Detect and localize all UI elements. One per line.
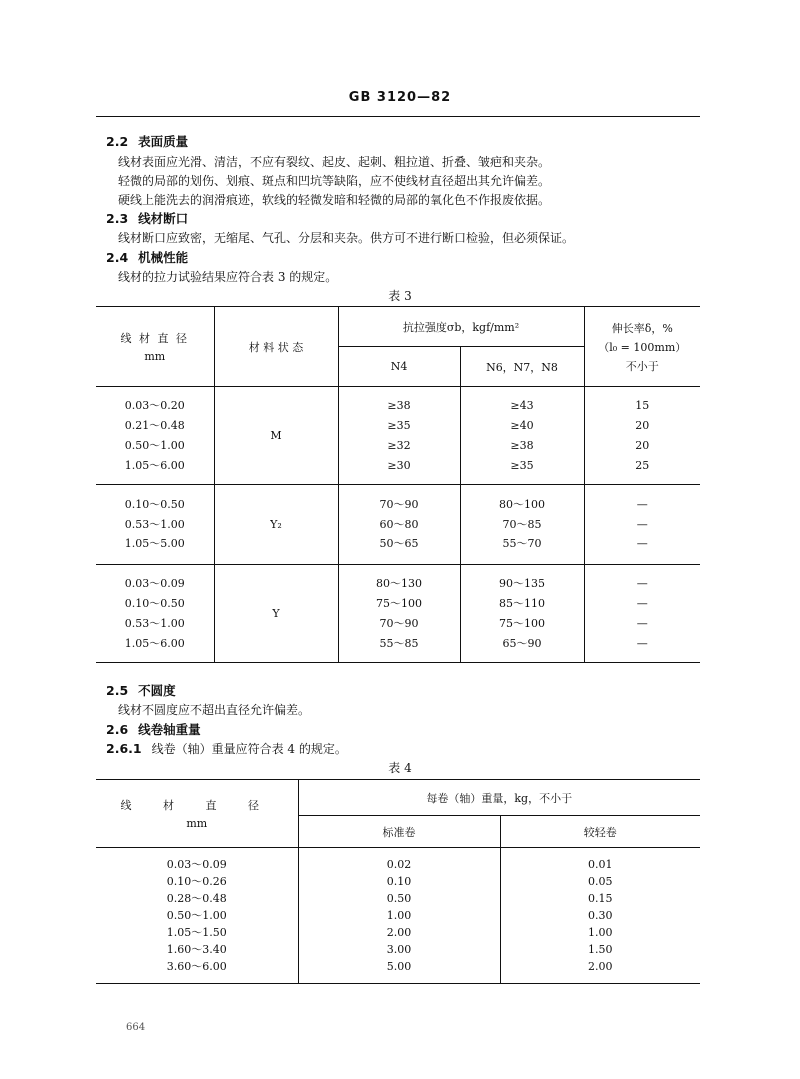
cell-value: ≥35	[387, 418, 411, 432]
cell-value: 0.05	[588, 875, 613, 888]
cell-value: ≥38	[387, 398, 411, 412]
paragraph-line: 硬线上能洗去的润滑痕迹，软线的轻微发暗和轻微的局部的氧化色不作报废依据。	[118, 193, 551, 207]
cell-value: 5.00	[386, 960, 412, 973]
state-cell: Y₂	[214, 485, 338, 565]
section-number: 2.6.1	[106, 741, 142, 756]
cell-value: 85～110	[499, 596, 545, 610]
elongation-cell	[584, 485, 700, 565]
header-unit: mm	[144, 350, 166, 363]
section-number: 2.2	[106, 134, 129, 149]
cell-value: 0.10～0.50	[124, 596, 185, 610]
paragraph-line: 线材的拉力试验结果应符合表 3 的规定。	[118, 270, 338, 284]
cell-value: 0.50～1.00	[166, 909, 227, 922]
cell-value: ≥38	[510, 438, 534, 452]
cell-value: 0.03～0.20	[124, 398, 185, 412]
cell-value: —	[636, 616, 648, 630]
cell-value: 0.10	[386, 875, 412, 888]
n4-cell	[338, 387, 460, 485]
table4-header-light: 较轻卷	[500, 816, 700, 848]
cell-value: 0.53～1.00	[124, 517, 185, 531]
cell-value: 0.21～0.48	[124, 418, 185, 432]
n4-cell	[338, 485, 460, 565]
cell-value: 0.15	[588, 892, 613, 905]
paragraph-line: 轻微的局部的划伤、划痕、斑点和凹坑等缺陷，应不使线材直径超出其允许偏差。	[118, 174, 551, 188]
cell-value: 25	[635, 458, 650, 472]
paragraph-line: 线材断口应致密，无缩尾、气孔、分层和夹杂。供方可不进行断口检验，但必须保证。	[118, 231, 575, 245]
table4-header-standard: 标准卷	[298, 816, 500, 848]
table3-header-elongation	[584, 307, 700, 387]
cell-value: 80～100	[499, 498, 545, 512]
cell-value: 1.05～6.00	[124, 458, 185, 472]
standard-cell	[298, 848, 500, 984]
table4-header-diameter	[96, 780, 298, 848]
header-text: 伸长率δ，%	[611, 321, 673, 335]
cell-value: 0.28～0.48	[166, 892, 227, 905]
table-row-group	[96, 485, 700, 565]
cell-value: 90～135	[499, 576, 545, 590]
header-text: 线 材 直 径	[120, 332, 189, 345]
cell-value: 1.00	[386, 909, 412, 922]
cell-value: 50～65	[379, 537, 419, 551]
cell-value: —	[636, 517, 648, 531]
cell-value: 55～70	[502, 537, 542, 551]
header-text: 线 材 直 径	[120, 799, 273, 812]
page-number: 664	[126, 1022, 146, 1033]
section-title: 不圆度	[138, 683, 176, 698]
header-text: 不小于	[625, 359, 659, 373]
table-row-group	[96, 848, 700, 984]
cell-value: 0.01	[588, 858, 613, 871]
n678-cell	[460, 387, 584, 485]
cell-value: 75～100	[376, 596, 422, 610]
table-3	[96, 306, 700, 663]
section-2-3-heading	[106, 209, 188, 227]
paragraph-text: 线卷（轴）重量应符合表 4 的规定。	[151, 742, 347, 756]
section-title: 表面质量	[138, 134, 189, 149]
cell-value: 2.00	[386, 926, 412, 939]
cell-value: 0.03～0.09	[166, 858, 227, 871]
section-2-2-heading	[106, 132, 188, 150]
cell-value: 3.00	[386, 943, 412, 956]
cell-value: 2.00	[588, 960, 613, 973]
cell-value: 80～130	[376, 576, 422, 590]
section-number: 2.6	[106, 722, 129, 737]
cell-value: 0.53～1.00	[124, 616, 185, 630]
table-row-group	[96, 387, 700, 485]
standard-code-header: GB 3120—82	[348, 90, 452, 105]
table-row-group	[96, 565, 700, 663]
section-number: 2.5	[106, 683, 129, 698]
cell-value: 3.60～6.00	[166, 960, 227, 973]
table3-header-n678: N6，N7，N8	[460, 347, 584, 387]
diameter-cell	[96, 485, 214, 565]
cell-value: 0.30	[588, 909, 613, 922]
cell-value: —	[636, 636, 648, 650]
cell-value: —	[636, 576, 648, 590]
section-title: 线材断口	[138, 211, 189, 226]
cell-value: 0.50～1.00	[124, 438, 185, 452]
section-2-6-1	[106, 740, 347, 757]
header-unit: mm	[186, 817, 208, 830]
cell-value: ≥35	[510, 458, 534, 472]
cell-value: 1.05～5.00	[124, 537, 185, 551]
table4-caption: 表 4	[388, 761, 412, 775]
cell-value: 75～100	[499, 616, 545, 630]
cell-value: 1.50	[588, 943, 613, 956]
cell-value: 0.50	[386, 892, 412, 905]
cell-value: 70～85	[502, 517, 542, 531]
table-4	[96, 779, 700, 984]
section-title: 机械性能	[138, 250, 189, 265]
light-cell	[500, 848, 700, 984]
cell-value: 15	[635, 398, 650, 412]
state-cell: Y	[214, 565, 338, 663]
diameter-cell	[96, 387, 214, 485]
cell-value: 1.60～3.40	[166, 943, 227, 956]
cell-value: —	[636, 537, 648, 551]
cell-value: —	[636, 596, 648, 610]
table3-caption: 表 3	[388, 289, 412, 303]
cell-value: 1.05～6.00	[124, 636, 185, 650]
cell-value: ≥32	[387, 438, 411, 452]
elongation-cell	[584, 565, 700, 663]
paragraph-line: 线材不圆度应不超出直径允许偏差。	[118, 703, 311, 717]
section-2-5-heading	[106, 681, 176, 699]
table3-header-state: 材 料 状 态	[214, 307, 338, 387]
cell-value: 0.10～0.50	[124, 498, 185, 512]
cell-value: 70～90	[379, 616, 419, 630]
cell-value: 70～90	[379, 498, 419, 512]
header-text: （l₀ = 100mm）	[598, 340, 687, 354]
cell-value: 20	[635, 438, 650, 452]
cell-value: 55～85	[379, 636, 419, 650]
cell-value: —	[636, 498, 648, 512]
cell-value: 1.00	[588, 926, 613, 939]
section-2-6-heading	[106, 720, 201, 738]
diameter-cell	[96, 565, 214, 663]
table3-header-tensile: 抗拉强度σb，kgf/mm²	[338, 307, 584, 347]
cell-value: 0.02	[386, 858, 412, 871]
elongation-cell	[584, 387, 700, 485]
section-number: 2.3	[106, 211, 129, 226]
n678-cell	[460, 485, 584, 565]
state-cell: M	[214, 387, 338, 485]
cell-value: ≥43	[510, 398, 534, 412]
paragraph-line: 线材表面应光滑、清洁，不应有裂纹、起皮、起刺、粗拉道、折叠、皱疤和夹杂。	[118, 155, 551, 169]
table4-header-weight: 每卷（轴）重量，kg，不小于	[298, 780, 700, 816]
n4-cell	[338, 565, 460, 663]
n678-cell	[460, 565, 584, 663]
cell-value: 0.03～0.09	[124, 576, 185, 590]
diameter-cell	[96, 848, 298, 984]
cell-value: ≥40	[510, 418, 534, 432]
section-number: 2.4	[106, 250, 129, 265]
header-rule	[96, 116, 700, 117]
cell-value: 65～90	[502, 636, 542, 650]
cell-value: 1.05～1.50	[166, 926, 227, 939]
section-title: 线卷轴重量	[138, 722, 201, 737]
table3-header-diameter	[96, 307, 214, 387]
cell-value: 20	[635, 418, 650, 432]
section-2-4-heading	[106, 248, 188, 266]
table3-header-n4: N4	[338, 347, 460, 387]
cell-value: 60～80	[379, 517, 419, 531]
cell-value: ≥30	[387, 458, 411, 472]
cell-value: 0.10～0.26	[166, 875, 227, 888]
